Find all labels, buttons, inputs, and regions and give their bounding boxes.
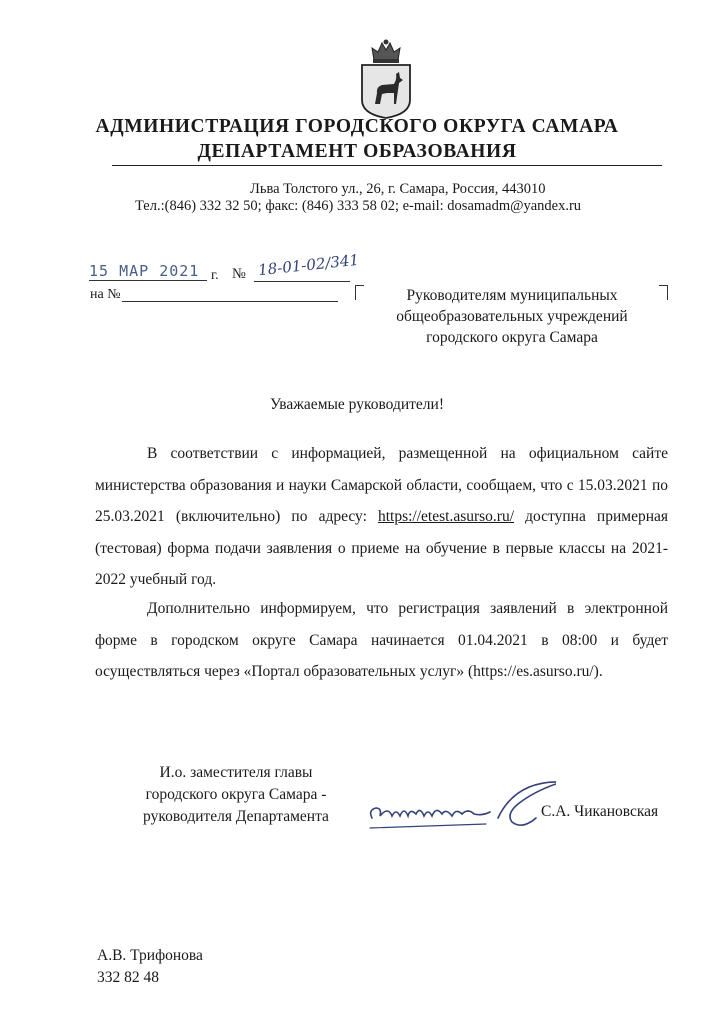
- executor-phone: 332 82 48: [97, 969, 159, 986]
- addressee-bracket-left: [355, 285, 364, 300]
- organization-title: АДМИНИСТРАЦИЯ ГОРОДСКОГО ОКРУГА САМАРА: [95, 116, 619, 137]
- paragraph-2-text: Дополнительно информируем, что регистрация заявлений в электронной форме в городском округе Самара начинается 01.04.2021 в 08:00 и будет осуществляться через «Портал образовательных услуг» (https://es.asurso.ru/).: [95, 600, 668, 680]
- greeting: Уважаемые руководители!: [270, 396, 444, 413]
- executor-name: А.В. Трифонова: [97, 947, 203, 964]
- executor-info: [97, 945, 203, 989]
- paragraph-1-text-end: доступна примерная (тестовая) форма подачи заявления о приеме на обучение в первые классы на 2021-2022 учебный год.: [95, 508, 668, 588]
- addressee-block: [366, 285, 658, 348]
- paragraph-2: [95, 593, 668, 688]
- reply-to-underline: [122, 301, 338, 302]
- samara-coat-of-arms-icon: [356, 38, 416, 120]
- etest-link[interactable]: https://etest.asurso.ru/: [377, 508, 515, 525]
- contact-info: Тел.:(846) 332 32 50; факс: (846) 333 58 02; e-mail: dosamadm@yandex.ru: [135, 198, 582, 214]
- number-underline: [254, 281, 350, 282]
- department-title: ДЕПАРТАМЕНТ ОБРАЗОВАНИЯ: [197, 141, 517, 162]
- number-label: №: [232, 266, 246, 282]
- signatory-position: [118, 762, 354, 828]
- position-line: руководителя Департамента: [143, 808, 329, 825]
- reply-to-label: на №: [90, 287, 121, 302]
- date-stamp: 15 МАР 2021: [89, 262, 200, 280]
- handwritten-signature: [366, 778, 556, 836]
- paragraph-1: [95, 438, 668, 596]
- header-divider: [112, 165, 662, 166]
- paragraph-1-text: В соответствии с информацией, размещенной на официальном сайте министерства образования и науки Самарской области, сообщаем, что с 15.03.2021 по 25.03.2021 (включительно) по адресу:: [95, 445, 668, 525]
- position-line: И.о. заместителя главы: [159, 764, 313, 781]
- addressee-line: общеобразовательных учреждений: [396, 308, 628, 325]
- position-line: городского округа Самара -: [145, 786, 327, 803]
- year-suffix: г.: [211, 268, 219, 283]
- addressee-bracket-right: [659, 285, 668, 300]
- addressee-line: городского округа Самара: [426, 329, 598, 346]
- date-underline: [89, 280, 207, 281]
- signer-name: С.А. Чикановская: [541, 803, 659, 820]
- handwritten-number: 18-01-02/341: [257, 250, 360, 280]
- postal-address: Льва Толстого ул., 26, г. Самара, Россия, 443010: [250, 181, 546, 197]
- addressee-line: Руководителям муниципальных: [406, 287, 618, 304]
